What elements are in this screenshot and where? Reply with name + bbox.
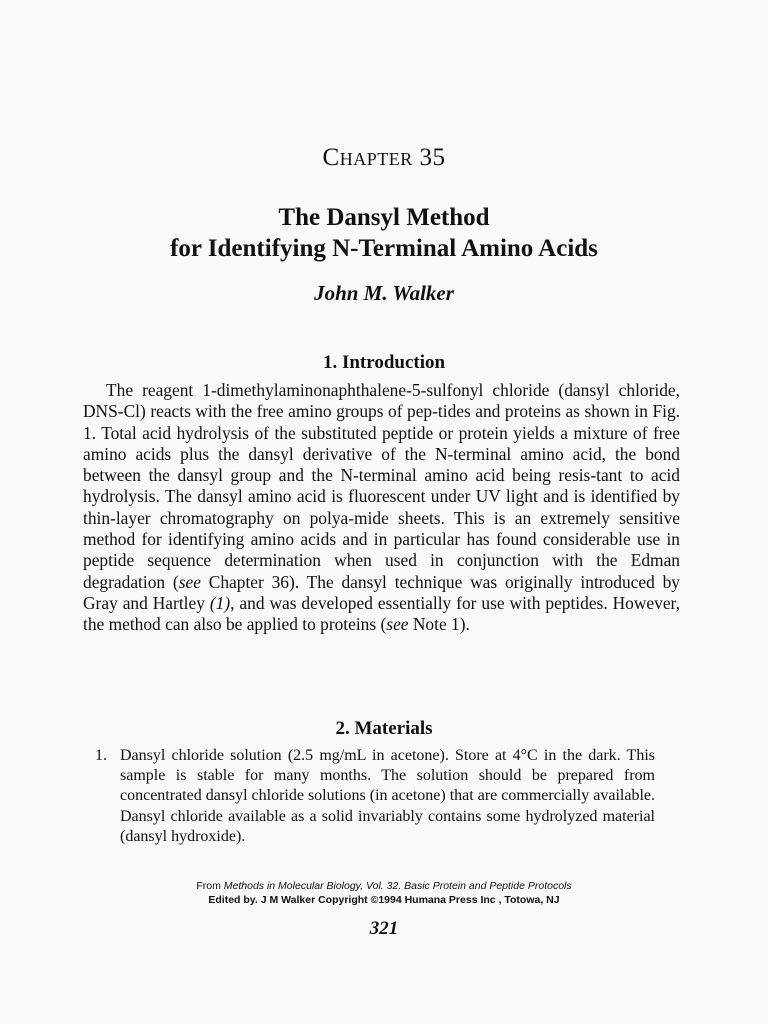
chapter-title — [0, 202, 768, 264]
footnote-line-2: Edited by. J M Walker Copyright ©1994 Humana Press Inc , Totowa, NJ — [208, 894, 560, 906]
list-item — [95, 746, 655, 847]
see-reference: see — [386, 614, 409, 635]
title-line-1: The Dansyl Method — [278, 204, 490, 231]
intro-text-4: mide sheets. This is an extremely sensitive method for identifying amino acids and in particular has found considerable use in peptide sequence determination when used in conjunction with the Edman degradation ( — [83, 507, 680, 592]
footnote-from: From — [196, 880, 224, 892]
section-heading-materials: 2. Materials — [335, 718, 433, 739]
intro-text-6: , and was developed essentially for use with peptides. However, the method can also be applied to proteins ( — [83, 592, 680, 635]
intro-text-7: Note 1). — [408, 614, 470, 635]
chapter-heading: Chapter 35 — [322, 144, 446, 171]
page-number: 321 — [369, 918, 399, 939]
list-item-text: Dansyl chloride solution (2.5 mg/mL in acetone). Store at 4°C in the dark. This sample is stable for many months. The solution should be prepared from concentrated dansyl chloride solutions (in acetone) that are commercially available. Dansyl chloride available as a solid invariably contains some hydrolyzed material (dansyl hydroxide). — [120, 747, 655, 845]
intro-text-3: tant to acid hydrolysis. The dansyl amino acid is fluorescent under UV light and is identified by thin-layer chromatography on polya- — [83, 465, 681, 528]
intro-text-1: The reagent 1-dimethylaminonaphthalene-5-sulfonyl chloride (dansyl chloride, DNS-Cl) reacts with the free amino groups of pep- — [83, 380, 680, 422]
section-heading-introduction: 1. Introduction — [322, 352, 446, 373]
footnote-line-1 — [0, 879, 768, 893]
title-line-2: for Identifying N-Terminal Amino Acids — [170, 235, 598, 262]
citation-ref: (1) — [209, 592, 231, 613]
introduction-paragraph — [83, 380, 680, 636]
footnote-source: Methods in Molecular Biology, Vol. 32. Basic Protein and Peptide Protocols — [223, 880, 572, 892]
author-name: John M. Walker — [314, 281, 454, 305]
list-item-number: 1. — [95, 747, 107, 764]
intro-text-2: tides and proteins as shown in Fig. 1. Total acid hydrolysis of the substituted peptide or protein yields a mixture of free amino acids plus the dansyl derivative of the N-terminal amino acid, the bond between the dansyl group and the N-terminal amino acid being resis- — [83, 401, 680, 486]
materials-list — [95, 746, 655, 847]
intro-text-5: Chapter 36). The dansyl technique was originally introduced by Gray and Hartley — [83, 571, 680, 613]
source-footnote — [0, 879, 768, 907]
see-reference: see — [178, 571, 201, 592]
